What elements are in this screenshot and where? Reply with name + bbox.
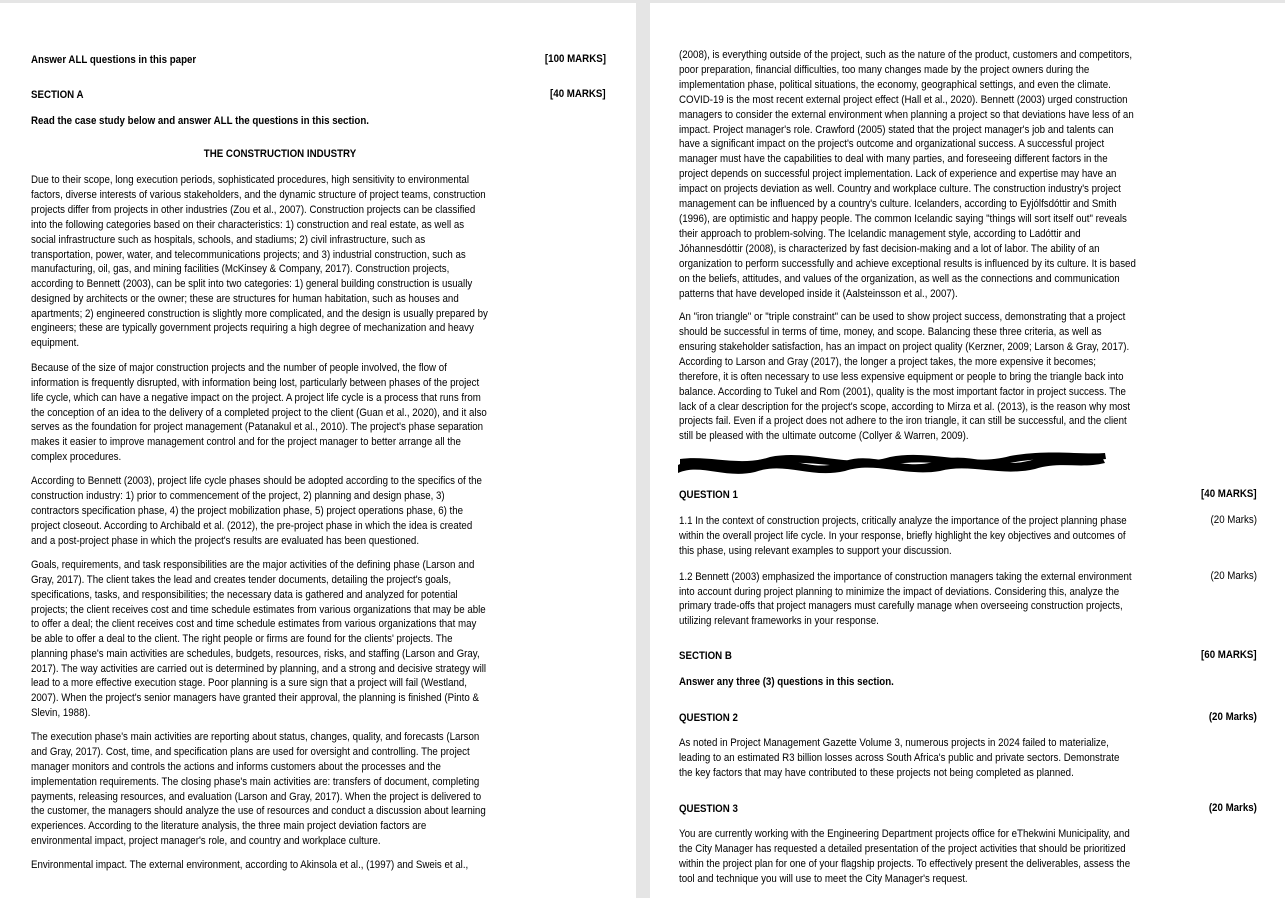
text-line: planning phase's main activities are schedules, budgets, resources, risks, and staffing (Larson and Gray, — [31, 648, 480, 660]
text-line: serves as the foundation for project management (Patanakul et al., 2010). The project's phase separation — [31, 421, 484, 433]
text-line: organization to perform successfully and achieve exceptional results is influenced by its culture. It is based — [679, 258, 1136, 270]
text-line: Because of the size of major construction projects and the number of people involved, the flow of — [31, 362, 447, 374]
text-line: As noted in Project Management Gazette Volume 3, numerous projects in 2024 failed to materialize, — [679, 737, 1109, 749]
text-line: patterns that have developed inside it (Aalsteinsson et al., 2007). — [679, 288, 958, 300]
text-line: An "iron triangle" or "triple constraint" can be used to show project success, demonstrating that a project — [679, 311, 1126, 323]
text-line: 2017). The way activities are carried out is determined by planning, and a strong and decisive strategy will — [31, 663, 487, 675]
section-b-title: SECTION B — [679, 650, 732, 662]
text-line: on the beliefs, attitudes, and values of the organization, as well as the connections and communication — [679, 273, 1120, 285]
total-marks: [100 MARKS] — [544, 53, 606, 65]
text-line: experiences. According to the literature analysis, the three main project deviation factors are — [31, 820, 427, 832]
text-line: lack of a clear description for the project's scope, according to Mirza et al. (2013), is the reason why most — [679, 401, 1131, 413]
text-line: projects differ from projects in other industries (Zou et al., 2007). Construction projects can be classified — [31, 204, 476, 216]
text-line: have a significant impact on the project's outcome and organizational success. A successful project — [679, 138, 1105, 150]
text-line: specifications, tasks, and responsibilities; the necessary data is gathered and analyzed for potential — [31, 589, 458, 601]
text-line: (1996), are optimistic and happy people. The common Icelandic saying "things will sort itself out" reveals — [679, 213, 1127, 225]
text-line: transportation, power, water, and telecommunications projects; and 3) industrial construction, such as — [31, 249, 466, 261]
text-line: apartments; 2) engineered construction is slightly more complicated, and the design is usually prepared by — [31, 308, 488, 320]
question-1-1-marks: (20 Marks) — [1210, 514, 1257, 526]
text-line: project closeout. According to Archibald et al. (2012), the pre-project phase in which the idea is created — [31, 520, 473, 532]
text-line: management can be influenced by a country's culture. Icelanders, according to Eyjólfsdóttir and Smith — [679, 198, 1117, 210]
text-line: Gray, 2017). The client takes the lead and creates tender documents, detailing the project's goals, — [31, 574, 452, 586]
text-line: still be pleased with the ultimate outcome (Collyer & Warren, 2009). — [679, 430, 969, 442]
text-line: within the overall project life cycle. In your response, briefly highlight the key objectives and outcomes of — [679, 530, 1126, 542]
text-line: the City Manager has requested a detailed presentation of the project activities that should be prioritized — [679, 843, 1126, 855]
question-3-title: QUESTION 3 — [679, 803, 738, 815]
text-line: 1.1 In the context of construction projects, critically analyze the importance of the project planning phase — [679, 515, 1127, 527]
text-line: utilizing relevant frameworks in your response. — [679, 615, 879, 627]
text-line: the conception of an idea to the delivery of a completed project to the client (Guan et al., 2020), and it also — [31, 407, 487, 419]
text-line: (2008), is everything outside of the project, such as the nature of the product, customers and competitors, — [679, 49, 1133, 61]
text-line: implementation phase, political situations, the economy, geographical settings, and even the climate. — [679, 79, 1111, 91]
text-line: Environmental impact. The external environment, according to Akinsola et al., (1997) and Sweis et al., — [31, 859, 469, 871]
text-line: project depends on successful project implementation. Lack of experience and expertise may have an — [679, 168, 1117, 180]
exam-instruction: Answer ALL questions in this paper — [31, 54, 197, 66]
text-line: construction industry: 1) prior to commencement of the project, 2) planning and design phase, 3) — [31, 490, 445, 502]
text-line: Goals, requirements, and task responsibilities are the major activities of the defining phase (Larson and — [31, 559, 475, 571]
section-b-instruction: Answer any three (3) questions in this section. — [679, 676, 894, 688]
text-line: ensuring stakeholder satisfaction, has an impact on project quality (Kerzner, 2009; Larson & Gray, 2017). — [679, 341, 1130, 353]
section-b-marks: [60 MARKS] — [1201, 649, 1257, 661]
question-1-marks: [40 MARKS] — [1201, 488, 1257, 500]
text-line: lead to a more effective execution stage. Poor planning is a sure sign that a project will fail (Westland, — [31, 677, 467, 689]
text-line: managers to consider the external environment when planning a project so that deviations have less of an — [679, 109, 1134, 121]
text-line: therefore, it is often necessary to use less expensive equipment or people to bring the triangle back into — [679, 371, 1124, 383]
text-line: primary trade-offs that project managers must carefully manage when overseeing construction projects, — [679, 600, 1123, 612]
text-line: the customer, the managers should analyze the use of resources and conduct a discussion about learning — [31, 805, 486, 817]
text-line: Slevin, 1988). — [31, 707, 91, 719]
text-line: 1.2 Bennett (2003) emphasized the importance of construction managers taking the external environment — [679, 571, 1132, 583]
question-2-title: QUESTION 2 — [679, 712, 738, 724]
text-line: and Gray, 2017). Cost, time, and specification plans are used for oversight and controlling. The project — [31, 746, 470, 758]
text-line: complex procedures. — [31, 451, 122, 463]
text-line: poor preparation, financial difficulties, too many changes made by the project owners during the — [679, 64, 1090, 76]
text-line: impact. Project manager's role. Crawford (2005) stated that the project manager's job and talents can — [679, 124, 1114, 136]
text-line: projects fail. Even if a project does not adhere to the iron triangle, it can still be successful, and the client — [679, 415, 1127, 427]
question-2-marks: (20 Marks) — [1208, 711, 1257, 723]
text-line: information is frequently disrupted, with information being lost, particularly between phases of the project — [31, 377, 480, 389]
text-line: to offer a deal; the client receives cost and time schedule estimates from various organizations that may — [31, 618, 477, 630]
text-line: social infrastructure such as hospitals, schools, and stadiums; 2) civil infrastructure, such as — [31, 234, 426, 246]
text-line: payments, releasing resources, and evaluation (Larson and Gray, 2017). When the project is delivered to — [31, 791, 482, 803]
text-line: leading to an estimated R3 billion losses across South Africa's public and private sectors. Demonstrate — [679, 752, 1120, 764]
redaction-scribble — [670, 447, 1110, 479]
text-line: and a post-project phase in which the project's results are evaluated has been questioned. — [31, 535, 420, 547]
text-line: tool and technique you will use to meet the City Manager's request. — [679, 873, 968, 885]
text-line: The execution phase's main activities are reporting about status, changes, quality, and forecasts (Larson — [31, 731, 480, 743]
text-line: makes it easier to improve management control and for the project manager to better arrange all the — [31, 436, 461, 448]
text-line: projects; the client receives cost and time schedule estimates from various organizations that may be able — [31, 604, 486, 616]
page-1 — [0, 3, 636, 898]
text-line: COVID-19 is the most recent external project effect (Hall et al., 2020). Bennett (2003) urged construction — [679, 94, 1128, 106]
text-line: into account during project planning to minimize the impact of deviations. Considering this, analyze the — [679, 586, 1120, 598]
text-line: Due to their scope, long execution periods, sophisticated procedures, high sensitivity to environmental — [31, 174, 469, 186]
text-line: engineers; these are typically government projects requiring a high degree of mechanization and heavy — [31, 322, 474, 334]
text-line: should be successful in terms of time, money, and scope. Balancing these three criteria, as well as — [679, 326, 1102, 338]
question-3-marks: (20 Marks) — [1208, 802, 1257, 814]
section-a-title: SECTION A — [31, 89, 84, 101]
text-line: the key factors that may have contributed to these projects not being completed as planned. — [679, 767, 1074, 779]
text-line: balance. According to Tukel and Rom (2001), quality is the most important factor in project success. The — [679, 386, 1126, 398]
text-line: According to Bennett (2003), project life cycle phases should be adopted according to the specifics of the — [31, 475, 482, 487]
section-a-marks: [40 MARKS] — [550, 88, 606, 100]
case-study-title: THE CONSTRUCTION INDUSTRY — [203, 148, 357, 160]
text-line: contractors specification phase, 4) the project mobilization phase, 5) project operations phase, 6) the — [31, 505, 464, 517]
text-line: according to Bennett (2003), can be split into two categories: 1) general building construction is usually — [31, 278, 473, 290]
text-line: 2007). When the project's senior managers have granted their approval, the planning is finished (Pinto & — [31, 692, 479, 704]
text-line: this phase, using relevant examples to support your discussion. — [679, 545, 952, 557]
text-line: into the following categories based on their characteristics: 1) construction and real estate, as well as — [31, 219, 465, 231]
text-line: implementation requirements. The closing phase's main activities are: transfers of document, completing — [31, 776, 480, 788]
text-line: According to Larson and Gray (2017), the longer a project takes, the more expensive it becomes; — [679, 356, 1096, 368]
text-line: their approach to problem-solving. The Icelandic management style, according to Ladóttir and — [679, 228, 1081, 240]
text-line: manager monitors and controls the actions and informs customers about the processes and the — [31, 761, 441, 773]
text-line: be able to offer a deal to the client. The right people or firms are found for the clients' projects. The — [31, 633, 453, 645]
text-line: environmental impact, project manager's role, and country and workplace culture. — [31, 835, 381, 847]
text-line: factors, diverse interests of various stakeholders, and the dynamic structure of project teams, construction — [31, 189, 486, 201]
section-a-instruction: Read the case study below and answer ALL the questions in this section. — [31, 115, 369, 127]
question-1-2-marks: (20 Marks) — [1210, 570, 1257, 582]
text-line: impact on projects deviation as well. Country and workplace culture. The construction industry's project — [679, 183, 1121, 195]
text-line: manager must have the capabilities to deal with many parties, and foreseeing different factors in the — [679, 153, 1108, 165]
text-line: You are currently working with the Engineering Department projects office for eThekwini Municipality, and — [679, 828, 1130, 840]
text-line: manufacturing, oil, gas, and mining facilities (McKinsey & Company, 2017). Construction projects, — [31, 263, 450, 275]
text-line: Jóhannesdóttir (2008), is characterized by fast decision-making and a lot of labor. The ability of an — [679, 243, 1100, 255]
question-1-title: QUESTION 1 — [679, 489, 738, 501]
page-2 — [650, 3, 1285, 898]
text-line: equipment. — [31, 337, 80, 349]
text-line: within the project plan for one of your flagship projects. To effectively present the deliverables, assess the — [679, 858, 1131, 870]
text-line: life cycle, which can have a negative impact on the project. A project life cycle is a process that runs from — [31, 392, 481, 404]
text-line: designed by architects or the owner; these are structures for human habitation, such as houses and — [31, 293, 459, 305]
